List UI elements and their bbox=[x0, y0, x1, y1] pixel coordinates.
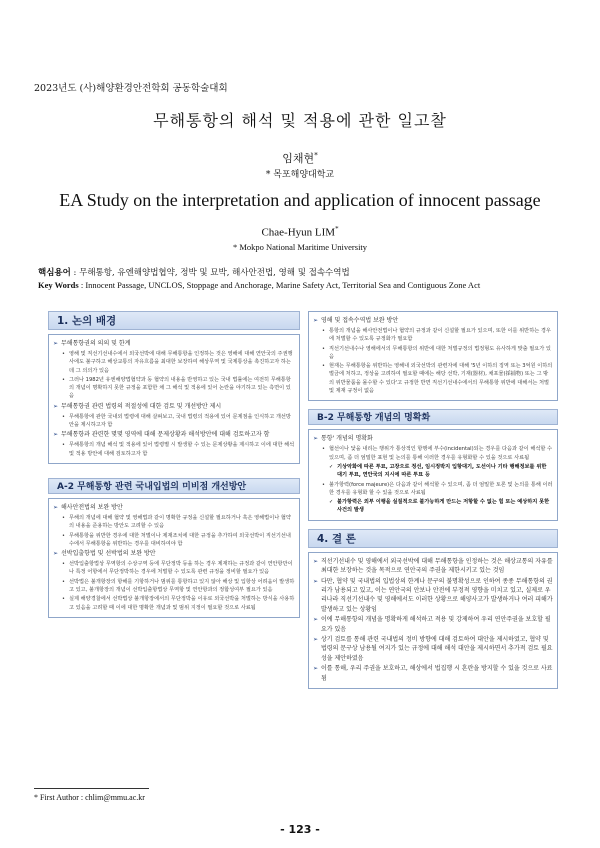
list-subitem: • 실제 해양경찰에서 선박법상 불개항장에서의 무단정박을 이유로 외국선박을 처벌하는 방식을 사용하고 있음을 고려할 때 이에 대한 명확한 개념과 및 범위 지정이 필요할 것으로 사료됨 bbox=[62, 596, 295, 611]
list-subitem: • 현재는 무해통항을 위반하는 영해내 외국선박의 관련자에 대해 '5년 이하의 징역 또는 3억원 이하의 벌금에 처하고, 정상을 고려하여 필요할 때에는 해당 선박, 기재(器材), 채포물(採捕物) 또는 그 밖의 위반물품을 몰수할 수 있다'고 규정한 반면 직선기선내수에서의 무해통항 위반에 대해서는 처벌 및 제재 규정이 없음 bbox=[322, 363, 553, 395]
list-item: ➢ 선박입출항법 및 선박법의 보완 방안 bbox=[53, 550, 156, 558]
section-background-box bbox=[48, 334, 300, 464]
list-item: ➢ 해사안전법의 보완 방안 bbox=[53, 503, 123, 511]
korean-keywords: 핵심용어 : 무해통항, 유엔해양법협약, 정박 및 묘박, 해사안전법, 영해 및 접속수역법 bbox=[38, 268, 350, 278]
list-subitem: • 무해통항을 위반한 경우에 대한 처벌이나 제재조치에 대한 규정을 추가하여 외국선박이 직선기선내수에서 무해통항을 위반하는 경우를 대비하여야 함 bbox=[62, 532, 291, 547]
conclusion-item: ➢ 이를 통해, 우리 주권을 보호하고, 해상에서 법집행 시 혼란을 방지할 수 있을 것으로 사료됨 bbox=[313, 665, 553, 682]
list-item: ➢ 무해통항권의 의의 및 한계 bbox=[53, 340, 131, 347]
korean-affiliation: * 목포해양대학교 bbox=[265, 170, 335, 180]
list-item: ➢ 영해 및 접속수역법 보완 방안 bbox=[313, 317, 399, 324]
list-subitem: • 무해통항의 개념 해석 및 적용에 있어 법령별 시 발생할 수 있는 문제상황을 제시하고 이에 대한 해석 및 적용 방안에 대해 검토하고자 함 bbox=[62, 442, 295, 457]
footnote: * First Author : chlim@mmu.ac.kr bbox=[34, 793, 145, 802]
page-number: - 123 - bbox=[280, 823, 320, 836]
korean-author: 임채현* bbox=[282, 151, 318, 165]
korean-title: 무해통항의 해석 및 적용에 관한 일고찰 bbox=[153, 111, 447, 130]
english-author: Chae-Hyun LIM* bbox=[261, 225, 339, 239]
conference-name: 2023년도 (사)해양환경안전학회 공동학술대회 bbox=[34, 83, 228, 94]
list-subitem: • 그러나 1982년 유엔해양법협약과 동 협약의 내용을 반영하고 있는 국내 법률에는 여전히 무해통항의 개념이 명확하지 못한 규정을 포함한 채 그 해석 및 적용에 있어 논란을 야기하고 있는 측면이 있음 bbox=[62, 376, 291, 400]
english-keywords: Key Words : Innocent Passage, UNCLOS, Stoppage and Anchorage, Marine Safety Act, Territorial Sea and Contiguous Zone Act bbox=[38, 280, 481, 290]
left-column bbox=[48, 311, 300, 626]
conclusion-item: ➢ 이에 무해통항의 개념을 명확하게 해석하고 적용 및 강제하여 우리 연안주권을 보호할 필요가 있음 bbox=[313, 616, 551, 633]
english-affiliation: * Mokpo National Maritime University bbox=[232, 242, 368, 252]
section-legislation-title: A-2 무해통항 관련 국내입법의 미비점 개선방안 bbox=[48, 478, 300, 494]
list-note: ✓ 기상악화에 따른 투묘, 고장으로 정선, 임시정박지 입항대기, 도선이나 기타 행해정보를 위한 대기 투묘, 연안국의 지시에 따른 투묘 등 bbox=[329, 463, 547, 479]
list-item: ➢ 무해통항권 관련 법령의 적절성에 대한 검토 및 개선방안 제시 bbox=[53, 402, 222, 410]
list-subitem: • 불가항력(force majeure)은 다음과 같이 해석할 수 있으며, 좀 더 엄밀한 토론 및 논의를 통해 이러한 경우를 유형화 할 수 있을 것으로 사료됨 bbox=[322, 481, 553, 496]
section-territorial-box bbox=[308, 311, 558, 401]
list-subitem: • 직선기선내수나 영해에서의 무해통항의 위반에 대한 처벌규정의 법정형도 유사하게 맞출 필요가 있음 bbox=[322, 345, 551, 360]
section-legislation-box bbox=[48, 498, 300, 618]
list-item: ➢ 통항' 개념의 명확화 bbox=[313, 435, 373, 443]
conclusion-item: ➢ 상기 검토를 통해 관련 국내법의 정비 방향에 대해 검토하여 대안을 제시하였고, 협약 및 법령의 문구상 남용될 여지가 있는 규정에 대해 해석 대안을 제시하면서 추가적 검토 필요성을 제안하였음 bbox=[313, 636, 553, 662]
list-subitem: • 협선이나 닻을 내리는 행위가 통상적인 항행에 부수(incidental)되는 경우를 다음과 같이 해석할 수 있으며, 좀 더 엄밀한 표현 및 논의를 통해 이러한 경우를 유형화할 수 있을 것으로 사료됨 bbox=[322, 446, 553, 461]
footnote-divider bbox=[34, 788, 149, 789]
list-subitem: • 선박법은 불개항장의 항해를 기항하거나 범위를 통항하고 있지 않아 해상 및 입항상 어려움이 발생하고 있고, 불개항장의 개념이 선박입출항법상 무역항 및 연안항과의 정합성여부 필요가 있음 bbox=[62, 578, 295, 594]
list-item: ➢ 무해통항과 관련한 몇몇 영역에 대해 문제상황과 해석방안에 대해 검토하고자 함 bbox=[53, 431, 270, 439]
list-subitem: • 통항의 개념을 해사안전법이나 협약의 규정과 같이 신설할 필요가 있으며, 또한 이를 위반하는 경우에 처벌할 수 있도록 규정화가 필요함 bbox=[322, 328, 551, 343]
conclusion-item: ➢ 직선기선내수 및 영해에서 외국선박에 대해 무해통항을 인정하는 것은 해상교통의 자유를 최대한 보장하는 것을 목적으로 연안국의 주권을 제한시키고 있는 것임 bbox=[313, 557, 553, 575]
section-concept-title: B-2 무해통항 개념의 명확화 bbox=[308, 409, 558, 425]
section-conclusion-title: 4. 결 론 bbox=[308, 529, 558, 548]
english-title: EA Study on the interpretation and application of innocent passage bbox=[59, 190, 541, 210]
right-column bbox=[308, 311, 558, 697]
conclusion-item: ➢ 다만, 협약 및 국내법의 입법상의 한계나 문구의 불명확성으로 인하여 종종 무해통항의 권리가 남용되고 있고, 이는 연안국의 안보나 안전에 부정적 영향을 미치고 있고, 실제로 우리나라 직선기선내수 및 영해에서도 이러한 상황으로 해양사고가 발생하거나 여러 피해가 발생하고 있는 상황임 bbox=[313, 577, 553, 613]
section-background-title: 1. 논의 배경 bbox=[48, 311, 300, 330]
list-note: ✓ 불가항력은 외부 이행을 실질적으로 불가능하게 만드는 저항할 수 없는 힘 또는 예상하지 못한 사건의 발생 bbox=[329, 499, 550, 514]
list-subitem: • 무해의 개념에 대해 협약 및 영해법과 같이 명확한 규정을 신설할 필요하거나 혹은 영해법이나 협약의 내용을 준용하는 방안도 고려할 수 있음 bbox=[62, 514, 291, 530]
section-concept-box bbox=[308, 429, 558, 520]
list-subitem: • 영해 및 직선기선내수에서 외국선박에 대해 무해통항을 인정하는 것은 영해에 대해 연안국의 주권행사에도 불구하고 해상교통의 자유흐름을 최대한 보장하여 해상무역 및 국제통상을 촉진하고자 하는데 그 의의가 있음 bbox=[62, 351, 293, 374]
list-subitem: • 무해통항에 관한 국내외 법령에 대해 살펴보고, 국내 법령의 적용에 있어 문제점을 인식하고 개선방안을 제시하고자 함 bbox=[62, 413, 291, 429]
list-subitem: • 선박입출항법상 무역항의 수상구역 등에 무단정박 등을 하는 경우 제재하는 규정과 같이 연안항만이나 특정 어항에서 무단정박하는 경우에 처벌할 수 있도록 관련 규정을 정비할 필요가 있음 bbox=[62, 561, 293, 576]
section-conclusion-box bbox=[308, 552, 558, 689]
